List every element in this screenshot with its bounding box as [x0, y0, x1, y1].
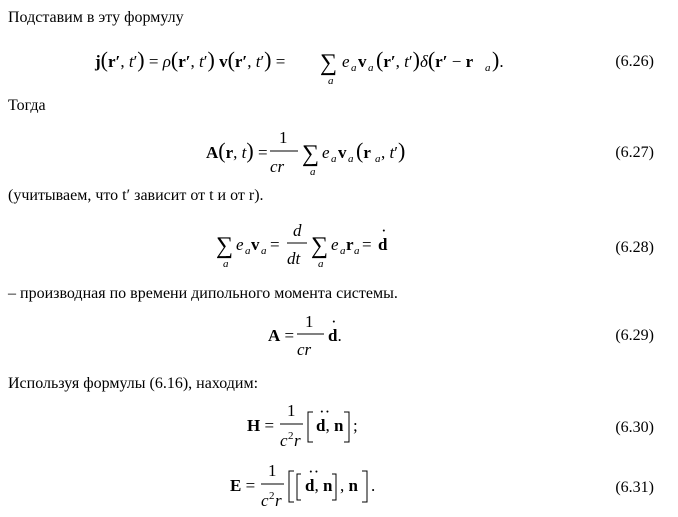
svg-text:a: a	[331, 153, 337, 165]
svg-text:a: a	[351, 62, 357, 74]
svg-text:c: c	[280, 431, 288, 450]
svg-text:a: a	[318, 258, 324, 270]
paragraph-using: Используя формулы (6.16), находим:	[8, 375, 259, 392]
svg-text:H =: H =	[247, 416, 275, 435]
svg-text:d: d	[293, 221, 302, 240]
equation-number-6-27: (6.27)	[615, 144, 654, 161]
svg-text:∑: ∑	[311, 233, 329, 259]
svg-text:a: a	[245, 245, 251, 257]
paragraph-then: Тогда	[8, 97, 46, 114]
svg-text:cr: cr	[270, 157, 285, 176]
svg-text:).: ).	[492, 47, 504, 72]
svg-text:, t′): , t′)	[381, 138, 406, 163]
equation-number-6-31: (6.31)	[615, 479, 654, 496]
svg-text:a: a	[375, 153, 381, 165]
equation-number-6-30: (6.30)	[615, 419, 654, 436]
equation-number-6-29: (6.29)	[615, 327, 654, 344]
svg-text:2: 2	[269, 490, 275, 502]
equation-number-6-28: (6.28)	[615, 239, 654, 256]
svg-text:c: c	[261, 491, 269, 510]
svg-text:;: ;	[353, 416, 358, 435]
svg-text:d, n: d, n	[316, 416, 344, 435]
svg-text:d, n: d, n	[305, 476, 333, 495]
paragraph-intro: Подставим в эту формулу	[8, 9, 184, 26]
svg-text:E =: E =	[230, 476, 256, 495]
svg-text:a: a	[223, 258, 229, 270]
svg-text:A(r, t) =: A(r, t) =	[206, 138, 268, 163]
svg-text:∑: ∑	[320, 50, 338, 76]
svg-text:e: e	[331, 235, 339, 254]
svg-text:1: 1	[287, 401, 296, 420]
svg-text:·: ·	[331, 312, 337, 331]
svg-text:a: a	[328, 75, 334, 87]
svg-text:a: a	[368, 62, 374, 74]
svg-text:r: r	[294, 431, 301, 450]
svg-text:=: =	[362, 235, 372, 254]
svg-text:d.: d.	[328, 326, 342, 345]
svg-text:(r: (r	[356, 138, 371, 163]
svg-text:1: 1	[279, 128, 288, 147]
svg-text:j(r′, t′) = ρ(r′, t′) v(r′, t′: j(r′, t′) = ρ(r′, t′) v(r′, t′) =	[95, 47, 286, 72]
svg-text:2: 2	[288, 430, 294, 442]
svg-text:··: ··	[319, 402, 331, 421]
equation-number-6-26: (6.26)	[615, 53, 654, 70]
svg-text:(r′, t′)δ(r′ − r: (r′, t′)δ(r′ − r	[376, 47, 474, 72]
svg-text:a: a	[354, 245, 360, 257]
svg-text:a: a	[485, 62, 491, 74]
svg-text:v: v	[358, 52, 367, 71]
svg-text:r: r	[346, 235, 354, 254]
svg-text:v: v	[338, 143, 347, 162]
svg-text:a: a	[310, 166, 316, 178]
svg-text:, n: , n	[340, 476, 358, 495]
paragraph-derivative: – производная по времени дипольного момента системы.	[8, 285, 398, 302]
svg-text:1: 1	[305, 312, 314, 331]
svg-text:cr: cr	[297, 340, 312, 359]
svg-text:e: e	[236, 235, 244, 254]
paragraph-note: (учитываем, что t′ зависит от t и от r).	[8, 187, 264, 204]
svg-text:e: e	[322, 143, 330, 162]
svg-text:d: d	[378, 235, 388, 254]
svg-text:1: 1	[268, 461, 277, 480]
svg-text:∑: ∑	[302, 141, 320, 167]
svg-text:.: .	[371, 476, 376, 495]
svg-text:v: v	[251, 235, 260, 254]
svg-text:∑: ∑	[216, 233, 234, 259]
svg-text:··: ··	[308, 462, 320, 481]
svg-text:e: e	[342, 52, 350, 71]
svg-text:·: ·	[381, 221, 387, 240]
svg-text:a: a	[261, 245, 267, 257]
svg-text:a: a	[340, 245, 346, 257]
svg-text:A =: A =	[268, 326, 295, 345]
svg-text:=: =	[270, 235, 280, 254]
svg-text:dt: dt	[287, 249, 301, 268]
svg-text:a: a	[348, 153, 354, 165]
svg-text:r: r	[275, 491, 282, 510]
